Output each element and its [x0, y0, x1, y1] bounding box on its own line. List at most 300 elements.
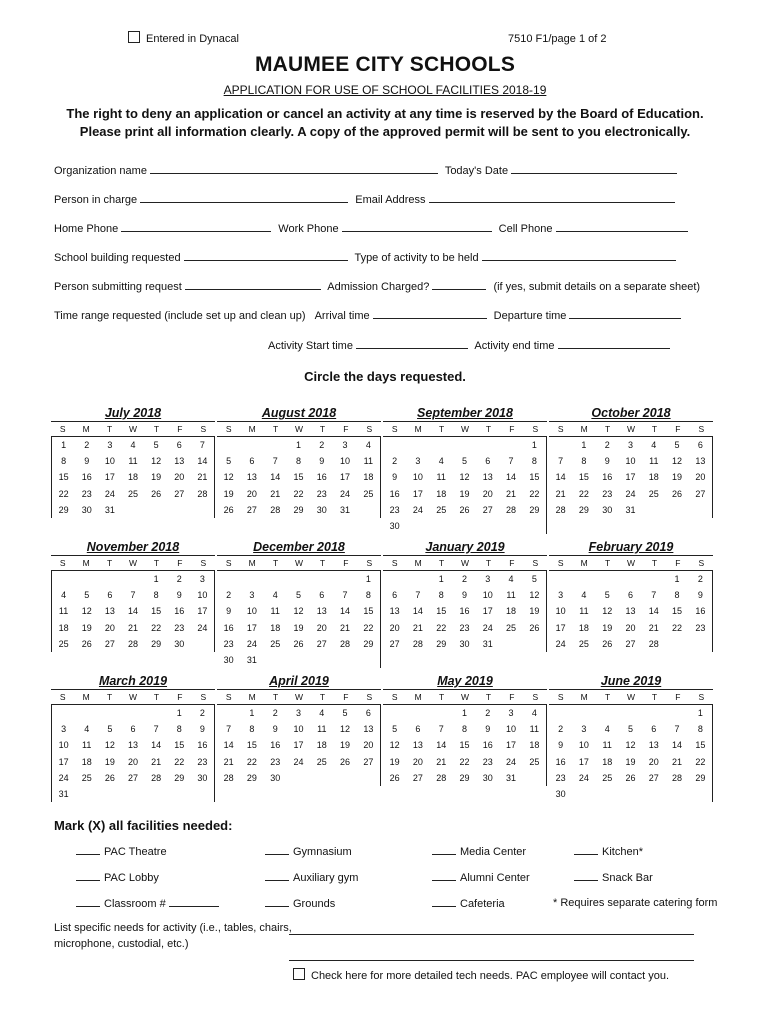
day-cell[interactable]: 28	[270, 504, 281, 515]
day-cell[interactable]: 3	[199, 574, 205, 584]
day-cell[interactable]: 12	[340, 724, 351, 735]
day-cell[interactable]: 3	[415, 456, 421, 467]
day-cell[interactable]: 19	[625, 756, 636, 767]
day-cell[interactable]: 17	[555, 622, 566, 633]
day-cell[interactable]: 20	[316, 622, 327, 633]
day-cell[interactable]: 20	[648, 756, 659, 767]
day-cell[interactable]: 10	[412, 472, 423, 483]
email-address-field[interactable]	[429, 193, 675, 203]
day-cell[interactable]: 15	[529, 472, 540, 483]
day-cell[interactable]: 4	[130, 440, 136, 450]
day-cell[interactable]: 21	[436, 756, 447, 767]
cafeteria-blank[interactable]	[432, 897, 456, 907]
day-cell[interactable]: 14	[127, 606, 138, 617]
day-cell[interactable]: 8	[249, 724, 255, 735]
day-cell[interactable]: 29	[363, 638, 374, 649]
day-cell[interactable]: 3	[61, 724, 67, 735]
day-cell[interactable]: 21	[555, 488, 566, 499]
day-cell[interactable]: 4	[272, 590, 278, 601]
day-cell[interactable]: 17	[625, 472, 636, 483]
day-cell[interactable]: 15	[174, 740, 185, 751]
day-cell[interactable]: 27	[127, 772, 138, 783]
auxiliary-gym-blank[interactable]	[265, 871, 289, 881]
day-cell[interactable]: 13	[127, 740, 138, 751]
day-cell[interactable]: 3	[485, 574, 491, 584]
day-cell[interactable]: 29	[436, 638, 447, 649]
day-cell[interactable]: 18	[81, 756, 92, 767]
day-cell[interactable]: 29	[578, 504, 589, 515]
day-cell[interactable]: 26	[151, 488, 162, 499]
day-cell[interactable]: 30	[555, 788, 566, 799]
day-cell[interactable]: 17	[58, 756, 69, 767]
day-cell[interactable]: 25	[81, 772, 92, 783]
day-cell[interactable]: 20	[174, 472, 185, 483]
day-cell[interactable]: 21	[412, 622, 423, 633]
day-cell[interactable]: 3	[107, 440, 113, 450]
day-cell[interactable]: 10	[625, 456, 636, 467]
day-cell[interactable]: 1	[153, 574, 159, 584]
day-cell[interactable]: 31	[340, 504, 351, 515]
school-building-field[interactable]	[184, 251, 348, 261]
day-cell[interactable]: 29	[246, 772, 257, 783]
day-cell[interactable]: 12	[529, 590, 540, 601]
day-cell[interactable]: 10	[340, 456, 351, 467]
day-cell[interactable]: 6	[392, 590, 398, 601]
day-cell[interactable]: 6	[365, 708, 371, 718]
day-cell[interactable]: 23	[223, 638, 234, 649]
person-submitting-field[interactable]	[185, 280, 321, 290]
day-cell[interactable]: 20	[246, 488, 257, 499]
day-cell[interactable]: 3	[249, 590, 255, 601]
day-cell[interactable]: 20	[363, 740, 374, 751]
day-cell[interactable]: 24	[555, 638, 566, 649]
day-cell[interactable]: 23	[389, 504, 400, 515]
day-cell[interactable]: 7	[199, 440, 205, 450]
day-cell[interactable]: 19	[223, 488, 234, 499]
day-cell[interactable]: 12	[389, 740, 400, 751]
day-cell[interactable]: 5	[107, 724, 113, 735]
day-cell[interactable]: 24	[246, 638, 257, 649]
departure-time-field[interactable]	[569, 309, 681, 319]
day-cell[interactable]: 14	[436, 740, 447, 751]
day-cell[interactable]: 10	[246, 606, 257, 617]
pac-theatre-blank[interactable]	[76, 845, 100, 855]
day-cell[interactable]: 2	[485, 708, 491, 718]
day-cell[interactable]: 23	[197, 756, 208, 767]
day-cell[interactable]: 20	[482, 488, 493, 499]
day-cell[interactable]: 1	[697, 708, 703, 718]
day-cell[interactable]: 5	[226, 456, 232, 467]
day-cell[interactable]: 31	[482, 638, 493, 649]
facility-grounds[interactable]	[265, 897, 335, 910]
facility-gymnasium[interactable]	[265, 845, 352, 858]
day-cell[interactable]: 9	[604, 456, 610, 467]
day-cell[interactable]: 22	[151, 622, 162, 633]
day-cell[interactable]: 24	[625, 488, 636, 499]
day-cell[interactable]: 14	[412, 606, 423, 617]
day-cell[interactable]: 11	[649, 456, 659, 467]
day-cell[interactable]: 31	[625, 504, 636, 515]
day-cell[interactable]: 28	[672, 772, 683, 783]
day-cell[interactable]: 20	[695, 472, 706, 483]
day-cell[interactable]: 2	[604, 440, 610, 450]
day-cell[interactable]: 30	[81, 504, 92, 515]
day-cell[interactable]: 22	[459, 756, 470, 767]
day-cell[interactable]: 6	[249, 456, 255, 467]
kitchen-blank[interactable]	[574, 845, 598, 855]
day-cell[interactable]: 8	[61, 456, 67, 467]
day-cell[interactable]: 31	[104, 504, 115, 515]
day-cell[interactable]: 19	[529, 606, 540, 617]
day-cell[interactable]: 12	[104, 740, 115, 751]
day-cell[interactable]: 8	[438, 590, 444, 601]
day-cell[interactable]: 19	[672, 472, 683, 483]
day-cell[interactable]: 8	[461, 724, 467, 735]
day-cell[interactable]: 17	[412, 488, 423, 499]
day-cell[interactable]: 13	[695, 456, 706, 467]
day-cell[interactable]: 12	[672, 456, 683, 467]
day-cell[interactable]: 16	[197, 740, 208, 751]
activity-end-field[interactable]	[558, 339, 670, 349]
day-cell[interactable]: 2	[84, 440, 90, 450]
day-cell[interactable]: 15	[151, 606, 162, 617]
day-cell[interactable]: 26	[672, 488, 683, 499]
alumni-center-blank[interactable]	[432, 871, 456, 881]
cell-phone-field[interactable]	[556, 222, 688, 232]
day-cell[interactable]: 13	[625, 606, 636, 617]
dynacal-checkbox[interactable]	[128, 31, 140, 43]
facility-auxiliary-gym[interactable]	[265, 871, 358, 884]
day-cell[interactable]: 5	[604, 590, 610, 601]
day-cell[interactable]: 10	[197, 590, 208, 601]
day-cell[interactable]: 19	[389, 756, 400, 767]
day-cell[interactable]: 27	[412, 772, 423, 783]
day-cell[interactable]: 25	[363, 488, 374, 499]
day-cell[interactable]: 23	[270, 756, 281, 767]
day-cell[interactable]: 1	[61, 440, 67, 450]
day-cell[interactable]: 8	[295, 456, 301, 467]
day-cell[interactable]: 28	[506, 504, 517, 515]
day-cell[interactable]: 9	[176, 590, 182, 601]
day-cell[interactable]: 19	[104, 756, 115, 767]
day-cell[interactable]: 25	[648, 488, 659, 499]
day-cell[interactable]: 17	[340, 472, 351, 483]
day-cell[interactable]: 29	[529, 504, 540, 515]
day-cell[interactable]: 13	[482, 472, 493, 483]
day-cell[interactable]: 1	[295, 440, 301, 450]
day-cell[interactable]: 16	[389, 488, 400, 499]
day-cell[interactable]: 30	[389, 520, 400, 531]
day-cell[interactable]: 16	[223, 622, 234, 633]
day-cell[interactable]: 9	[199, 724, 205, 735]
day-cell[interactable]: 27	[695, 488, 706, 499]
day-cell[interactable]: 27	[104, 638, 115, 649]
day-cell[interactable]: 11	[436, 472, 446, 483]
day-cell[interactable]: 22	[578, 488, 589, 499]
day-cell[interactable]: 2	[319, 440, 325, 450]
day-cell[interactable]: 31	[58, 788, 69, 799]
day-cell[interactable]: 26	[293, 638, 304, 649]
day-cell[interactable]: 2	[272, 708, 278, 718]
day-cell[interactable]: 25	[578, 638, 589, 649]
day-cell[interactable]: 22	[529, 488, 540, 499]
day-cell[interactable]: 19	[602, 622, 613, 633]
day-cell[interactable]: 7	[438, 724, 444, 735]
day-cell[interactable]: 27	[316, 638, 327, 649]
day-cell[interactable]: 21	[127, 622, 138, 633]
day-cell[interactable]: 6	[130, 724, 136, 735]
day-cell[interactable]: 25	[270, 638, 281, 649]
day-cell[interactable]: 7	[130, 590, 136, 601]
day-cell[interactable]: 6	[485, 456, 491, 467]
type-of-activity-field[interactable]	[482, 251, 676, 261]
day-cell[interactable]: 30	[223, 654, 234, 665]
day-cell[interactable]: 8	[531, 456, 537, 467]
day-cell[interactable]: 22	[363, 622, 374, 633]
day-cell[interactable]: 11	[58, 606, 69, 617]
facility-pac-theatre[interactable]	[76, 845, 167, 858]
day-cell[interactable]: 6	[415, 724, 421, 735]
day-cell[interactable]: 18	[58, 622, 69, 633]
classroom-number-field[interactable]	[169, 897, 219, 907]
day-cell[interactable]: 25	[58, 638, 69, 649]
day-cell[interactable]: 4	[581, 590, 587, 601]
tech-needs-checkbox[interactable]	[293, 968, 305, 980]
day-cell[interactable]: 8	[153, 590, 159, 601]
day-cell[interactable]: 26	[459, 504, 470, 515]
day-cell[interactable]: 24	[578, 772, 589, 783]
day-cell[interactable]: 23	[459, 622, 470, 633]
day-cell[interactable]: 24	[58, 772, 69, 783]
day-cell[interactable]: 5	[392, 724, 398, 735]
work-phone-field[interactable]	[342, 222, 492, 232]
day-cell[interactable]: 15	[672, 606, 683, 617]
day-cell[interactable]: 16	[602, 472, 613, 483]
day-cell[interactable]: 17	[482, 606, 493, 617]
day-cell[interactable]: 2	[697, 574, 703, 584]
day-cell[interactable]: 11	[317, 724, 327, 735]
day-cell[interactable]: 8	[365, 590, 371, 601]
day-cell[interactable]: 4	[438, 456, 444, 467]
day-cell[interactable]: 3	[508, 708, 514, 718]
day-cell[interactable]: 13	[246, 472, 257, 483]
day-cell[interactable]: 5	[531, 574, 537, 584]
day-cell[interactable]: 1	[461, 708, 467, 718]
day-cell[interactable]: 15	[363, 606, 374, 617]
day-cell[interactable]: 14	[340, 606, 351, 617]
day-cell[interactable]: 11	[529, 724, 540, 735]
day-cell[interactable]: 9	[485, 724, 491, 735]
day-cell[interactable]: 10	[58, 740, 69, 751]
day-cell[interactable]: 29	[58, 504, 69, 515]
day-cell[interactable]: 5	[153, 440, 159, 450]
day-cell[interactable]: 15	[578, 472, 589, 483]
day-cell[interactable]: 25	[127, 488, 138, 499]
day-cell[interactable]: 9	[226, 606, 232, 617]
day-cell[interactable]: 30	[459, 638, 470, 649]
day-cell[interactable]: 28	[340, 638, 351, 649]
facility-snack-bar[interactable]	[574, 871, 653, 884]
day-cell[interactable]: 2	[558, 724, 564, 735]
day-cell[interactable]: 28	[151, 772, 162, 783]
day-cell[interactable]: 31	[506, 772, 517, 783]
needs-field-line-2[interactable]	[289, 960, 694, 961]
day-cell[interactable]: 6	[651, 724, 657, 735]
day-cell[interactable]: 12	[151, 456, 162, 467]
day-cell[interactable]: 21	[223, 756, 234, 767]
day-cell[interactable]: 16	[316, 472, 327, 483]
facility-media-center[interactable]	[432, 845, 526, 858]
day-cell[interactable]: 18	[506, 606, 517, 617]
day-cell[interactable]: 27	[246, 504, 257, 515]
day-cell[interactable]: 14	[151, 740, 162, 751]
day-cell[interactable]: 12	[602, 606, 613, 617]
day-cell[interactable]: 27	[648, 772, 659, 783]
facility-alumni-center[interactable]	[432, 871, 530, 884]
day-cell[interactable]: 6	[697, 440, 703, 450]
day-cell[interactable]: 28	[412, 638, 423, 649]
day-cell[interactable]: 21	[340, 622, 351, 633]
day-cell[interactable]: 7	[674, 724, 680, 735]
day-cell[interactable]: 23	[695, 622, 706, 633]
day-cell[interactable]: 2	[199, 708, 205, 718]
day-cell[interactable]: 5	[295, 590, 301, 601]
day-cell[interactable]: 24	[104, 488, 115, 499]
day-cell[interactable]: 2	[226, 590, 232, 601]
day-cell[interactable]: 16	[482, 740, 493, 751]
day-cell[interactable]: 1	[438, 574, 444, 584]
day-cell[interactable]: 26	[104, 772, 115, 783]
day-cell[interactable]: 30	[316, 504, 327, 515]
day-cell[interactable]: 5	[84, 590, 90, 601]
day-cell[interactable]: 13	[104, 606, 115, 617]
day-cell[interactable]: 11	[270, 606, 280, 617]
day-cell[interactable]: 17	[578, 756, 589, 767]
day-cell[interactable]: 20	[104, 622, 115, 633]
day-cell[interactable]: 13	[389, 606, 400, 617]
day-cell[interactable]: 19	[293, 622, 304, 633]
day-cell[interactable]: 20	[625, 622, 636, 633]
day-cell[interactable]: 23	[316, 488, 327, 499]
day-cell[interactable]: 22	[436, 622, 447, 633]
day-cell[interactable]: 30	[270, 772, 281, 783]
day-cell[interactable]: 24	[340, 488, 351, 499]
day-cell[interactable]: 15	[246, 740, 257, 751]
day-cell[interactable]: 4	[531, 708, 537, 718]
day-cell[interactable]: 1	[249, 708, 255, 718]
facility-cafeteria[interactable]	[432, 897, 505, 910]
day-cell[interactable]: 16	[555, 756, 566, 767]
day-cell[interactable]: 11	[128, 456, 138, 467]
day-cell[interactable]: 26	[340, 756, 351, 767]
day-cell[interactable]: 2	[392, 456, 398, 467]
day-cell[interactable]: 27	[363, 756, 374, 767]
day-cell[interactable]: 19	[459, 488, 470, 499]
day-cell[interactable]: 26	[81, 638, 92, 649]
day-cell[interactable]: 4	[84, 724, 90, 735]
day-cell[interactable]: 29	[459, 772, 470, 783]
day-cell[interactable]: 3	[581, 724, 587, 735]
day-cell[interactable]: 18	[648, 472, 659, 483]
day-cell[interactable]: 10	[506, 724, 517, 735]
day-cell[interactable]: 17	[246, 622, 257, 633]
day-cell[interactable]: 7	[508, 456, 514, 467]
day-cell[interactable]: 30	[482, 772, 493, 783]
day-cell[interactable]: 12	[459, 472, 470, 483]
day-cell[interactable]: 7	[342, 590, 348, 601]
grounds-blank[interactable]	[265, 897, 289, 907]
day-cell[interactable]: 29	[151, 638, 162, 649]
day-cell[interactable]: 28	[555, 504, 566, 515]
day-cell[interactable]: 24	[197, 622, 208, 633]
day-cell[interactable]: 8	[674, 590, 680, 601]
day-cell[interactable]: 20	[127, 756, 138, 767]
day-cell[interactable]: 30	[602, 504, 613, 515]
day-cell[interactable]: 18	[127, 472, 138, 483]
day-cell[interactable]: 22	[695, 756, 706, 767]
day-cell[interactable]: 19	[81, 622, 92, 633]
day-cell[interactable]: 12	[293, 606, 304, 617]
day-cell[interactable]: 26	[223, 504, 234, 515]
day-cell[interactable]: 15	[58, 472, 69, 483]
day-cell[interactable]: 12	[625, 740, 636, 751]
day-cell[interactable]: 4	[651, 440, 657, 450]
day-cell[interactable]: 16	[695, 606, 706, 617]
day-cell[interactable]: 25	[316, 756, 327, 767]
day-cell[interactable]: 20	[412, 756, 423, 767]
day-cell[interactable]: 5	[461, 456, 467, 467]
day-cell[interactable]: 14	[223, 740, 234, 751]
day-cell[interactable]: 22	[246, 756, 257, 767]
person-in-charge-field[interactable]	[140, 193, 348, 203]
gymnasium-blank[interactable]	[265, 845, 289, 855]
day-cell[interactable]: 30	[197, 772, 208, 783]
day-cell[interactable]: 21	[506, 488, 517, 499]
day-cell[interactable]: 25	[506, 622, 517, 633]
day-cell[interactable]: 16	[270, 740, 281, 751]
day-cell[interactable]: 7	[415, 590, 421, 601]
day-cell[interactable]: 29	[695, 772, 706, 783]
day-cell[interactable]: 23	[555, 772, 566, 783]
day-cell[interactable]: 7	[651, 590, 657, 601]
organization-name-field[interactable]	[150, 164, 438, 174]
day-cell[interactable]: 8	[697, 724, 703, 735]
pac-lobby-blank[interactable]	[76, 871, 100, 881]
day-cell[interactable]: 12	[81, 606, 92, 617]
day-cell[interactable]: 14	[672, 740, 683, 751]
day-cell[interactable]: 22	[58, 488, 69, 499]
day-cell[interactable]: 28	[197, 488, 208, 499]
day-cell[interactable]: 28	[223, 772, 234, 783]
day-cell[interactable]: 18	[602, 756, 613, 767]
day-cell[interactable]: 1	[365, 574, 371, 584]
day-cell[interactable]: 6	[627, 590, 633, 601]
day-cell[interactable]: 10	[104, 456, 115, 467]
day-cell[interactable]: 9	[272, 724, 278, 735]
home-phone-field[interactable]	[121, 222, 271, 232]
day-cell[interactable]: 14	[648, 606, 659, 617]
day-cell[interactable]: 26	[625, 772, 636, 783]
day-cell[interactable]: 31	[246, 654, 257, 665]
day-cell[interactable]: 7	[272, 456, 278, 467]
day-cell[interactable]: 26	[529, 622, 540, 633]
facility-kitchen[interactable]	[574, 845, 643, 858]
day-cell[interactable]: 25	[529, 756, 540, 767]
day-cell[interactable]: 23	[81, 488, 92, 499]
day-cell[interactable]: 13	[316, 606, 327, 617]
media-center-blank[interactable]	[432, 845, 456, 855]
day-cell[interactable]: 26	[389, 772, 400, 783]
